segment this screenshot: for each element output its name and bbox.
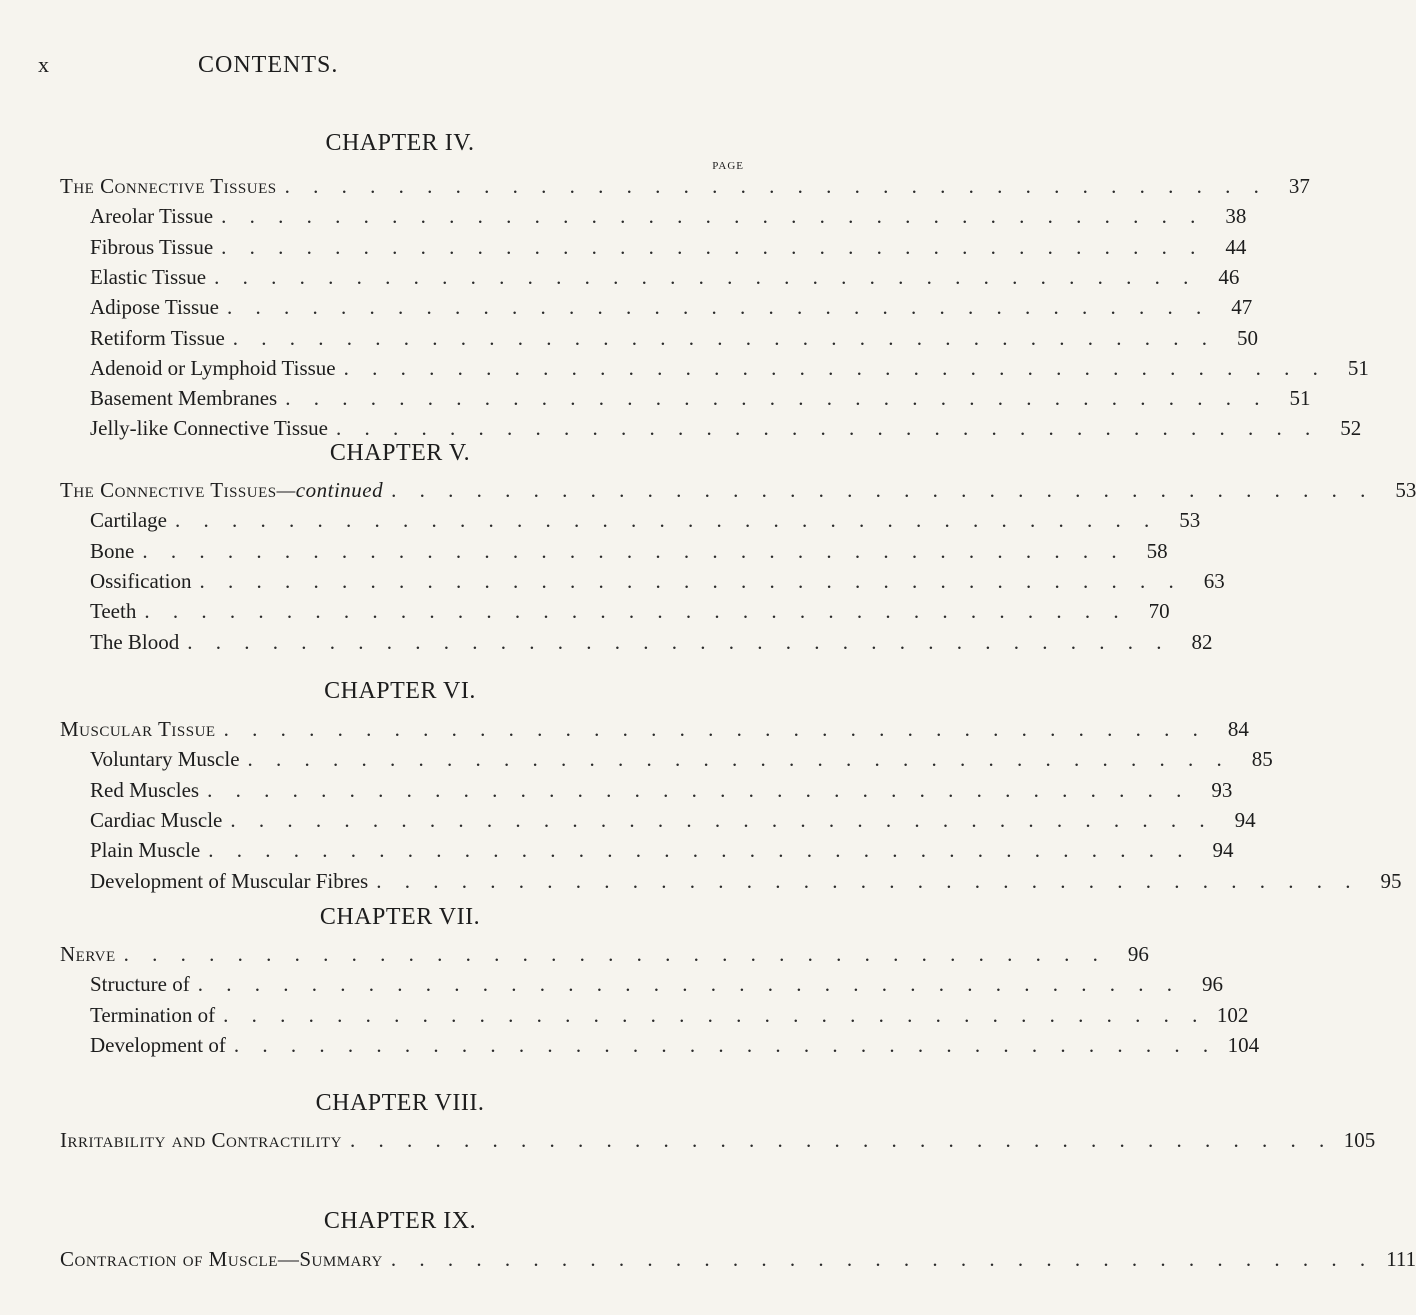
chapter-heading: CHAPTER VI. xyxy=(324,678,476,704)
page-number: 111 xyxy=(1386,1247,1416,1271)
toc-sub-entry xyxy=(90,568,1225,599)
dot-leader: . . . . . . . . . . . . . . . . . . . . . . . . . . . . . . . . . . . xyxy=(232,325,1217,350)
entry-title-text: Irritability and Contractility xyxy=(60,1128,342,1152)
entry-title xyxy=(90,1033,226,1058)
dot-leader: . . . . . . . . . . . . . . . . . . . . . . . . . . . . . . . . . . . xyxy=(223,1002,1207,1027)
entry-title-text: Development of Muscular Fibres xyxy=(90,868,369,893)
toc-sub-entry xyxy=(90,204,1247,234)
chapter-heading: CHAPTER IX. xyxy=(323,1208,477,1234)
toc-sub-entry xyxy=(90,972,1223,1002)
toc-sub-entry xyxy=(90,264,1240,295)
dot-leader: . . . . . . . . . . . . . . . . . . . . . . . . . . . . . . . . . . . xyxy=(390,1247,1375,1271)
page-number: 104 xyxy=(1227,1032,1260,1057)
entry-title-text: Adipose Tissue xyxy=(90,295,219,320)
page-column-label: PAGE xyxy=(712,160,744,172)
page-number: 46 xyxy=(1218,264,1240,289)
toc-sub-entry xyxy=(90,386,1311,416)
page-number: 63 xyxy=(1203,568,1225,593)
entry-title-text: Muscular Tissue xyxy=(60,717,216,741)
toc-main-entry xyxy=(60,1247,1416,1277)
page-number: 95 xyxy=(1380,868,1402,893)
dot-leader: . . . . . . . . . . . . . . . . . . . . . . . . . . . . . . . . . . . xyxy=(174,508,1159,533)
entry-title-text: Structure of xyxy=(90,972,190,997)
page-number: 70 xyxy=(1148,599,1170,624)
entry-title xyxy=(60,942,116,967)
dot-leader: . . . . . . . . . . . . . . . . . . . . . . . . . . . . . . . . . . . xyxy=(214,264,1198,289)
entry-title xyxy=(90,808,222,833)
dot-leader: . . . . . . . . . . . . . . . . . . . . . . . . . . . . . . . . . . . xyxy=(207,777,1191,802)
page-number: 51 xyxy=(1347,355,1369,380)
dot-leader: . . . . . . . . . . . . . . . . . . . . . . . . . . . . . . . . . . . xyxy=(221,234,1205,259)
page-number: 52 xyxy=(1340,416,1362,441)
toc-sub-entry xyxy=(90,629,1213,660)
entry-title-text: Retiform Tissue xyxy=(90,325,225,350)
entry-title-text: Red Muscles xyxy=(90,777,200,802)
toc-sub-entry xyxy=(90,325,1259,356)
page-number: 85 xyxy=(1251,747,1273,772)
toc-sub-entry xyxy=(90,747,1273,777)
entry-title-text: Nerve xyxy=(60,942,116,966)
dot-leader: . . . . . . . . . . . . . . . . . . . . . . . . . . . . . . . . . . . xyxy=(187,629,1171,654)
dot-leader: . . . . . . . . . . . . . . . . . . . . . . . . . . . . . . . . . . . xyxy=(230,807,1214,832)
entry-title-text: Development of xyxy=(90,1032,226,1057)
entry-title-text: Adenoid or Lymphoid Tissue xyxy=(90,355,336,380)
page-number: 47 xyxy=(1231,295,1253,320)
entry-title-text: Ossification xyxy=(90,568,192,593)
dot-leader: . . . . . . . . . . . . . . . . . . . . . . . . . . . . . . . . . . . xyxy=(391,478,1375,502)
toc-main-entry xyxy=(60,174,1310,204)
entry-title xyxy=(90,508,167,533)
entry-title-text: Plain Muscle xyxy=(90,838,201,863)
entry-title xyxy=(90,569,191,594)
chapter-heading: CHAPTER VIII. xyxy=(315,1090,485,1116)
page-number: 94 xyxy=(1234,807,1256,832)
toc-main-entry xyxy=(60,717,1249,747)
dot-leader: . . . . . . . . . . . . . . . . . . . . . . . . . . . . . . . . . . . xyxy=(142,538,1126,563)
page-number-roman: x xyxy=(38,52,49,77)
entry-title xyxy=(90,326,225,351)
entry-title xyxy=(60,478,383,503)
toc-sub-entry xyxy=(90,1002,1249,1033)
entry-title xyxy=(90,630,179,655)
entry-title xyxy=(90,869,368,894)
chapter-heading: CHAPTER IV. xyxy=(325,130,475,156)
dot-leader: . . . . . . . . . . . . . . . . . . . . . . . . . . . . . . . . . . . xyxy=(343,355,1327,380)
dot-leader: . . . . . . . . . . . . . . . . . . . . . . . . . . . . . . . . . . . xyxy=(285,386,1269,411)
entry-title-text: Elastic Tissue xyxy=(90,264,207,289)
entry-title xyxy=(60,1128,342,1153)
entry-title xyxy=(90,295,219,320)
entry-title-text: Areolar Tissue xyxy=(90,204,214,229)
page-number: 51 xyxy=(1289,386,1311,411)
toc-sub-entry xyxy=(90,538,1168,569)
toc-sub-entry xyxy=(90,355,1369,386)
toc-sub-entry xyxy=(90,807,1256,838)
entry-title xyxy=(90,386,277,411)
page-number: 84 xyxy=(1227,717,1249,741)
entry-title xyxy=(60,1247,383,1272)
dot-leader: . . . . . . . . . . . . . . . . . . . . . . . . . . . . . . . . . . . xyxy=(223,717,1207,741)
entry-title xyxy=(90,838,200,863)
dot-leader: . . . . . . . . . . . . . . . . . . . . . . . . . . . . . . . . . . . xyxy=(226,295,1211,320)
page-number: 53 xyxy=(1179,508,1201,533)
toc-sub-entry xyxy=(90,599,1170,629)
toc-sub-entry xyxy=(90,838,1234,868)
entry-title xyxy=(90,416,328,441)
entry-title xyxy=(90,204,213,229)
dot-leader: . . . . . . . . . . . . . . . . . . . . . . . . . . . . . . . . . . . xyxy=(247,747,1231,772)
dot-leader: . . . . . . . . . . . . . . . . . . . . . . . . . . . . . . . . . . . xyxy=(349,1128,1334,1152)
page-number: 105 xyxy=(1343,1128,1376,1152)
entry-title-italic: —continued xyxy=(276,478,384,502)
running-title: CONTENTS. xyxy=(198,52,339,78)
entry-title xyxy=(60,717,216,742)
dot-leader: . . . . . . . . . . . . . . . . . . . . . . . . . . . . . . . . . . . xyxy=(376,868,1360,893)
toc-sub-entry xyxy=(90,508,1201,538)
dot-leader: . . . . . . . . . . . . . . . . . . . . . . . . . . . . . . . . . . . xyxy=(208,838,1192,863)
entry-title xyxy=(90,1003,215,1028)
entry-title-text: Jelly-like Connective Tissue xyxy=(90,416,328,441)
entry-title xyxy=(90,747,240,772)
dot-leader: . . . . . . . . . . . . . . . . . . . . . . . . . . . . . . . . . . . xyxy=(221,204,1205,229)
page-number: 93 xyxy=(1211,777,1233,802)
toc-sub-entry xyxy=(90,1032,1260,1063)
entry-title-text: The Connective Tissues xyxy=(60,174,277,198)
entry-title xyxy=(60,174,277,199)
entry-title xyxy=(90,599,136,624)
dot-leader: . . . . . . . . . . . . . . . . . . . . . . . . . . . . . . . . . . . xyxy=(336,416,1320,441)
entry-title xyxy=(90,539,134,564)
dot-leader: . . . . . . . . . . . . . . . . . . . . . . . . . . . . . . . . . . . xyxy=(197,972,1181,997)
dot-leader: . . . . . . . . . . . . . . . . . . . . . . . . . . . . . . . . . . . xyxy=(123,942,1107,966)
entry-title-text: Cardiac Muscle xyxy=(90,807,223,832)
page-number: 37 xyxy=(1288,174,1310,198)
toc-sub-entry xyxy=(90,777,1233,808)
entry-title-text: Contraction of Muscle—Summary xyxy=(60,1247,383,1271)
toc-sub-entry xyxy=(90,234,1247,265)
running-head xyxy=(0,52,800,82)
entry-title-text: Basement Membranes xyxy=(90,386,278,411)
entry-title-text: The Blood xyxy=(90,629,180,654)
dot-leader: . . . . . . . . . . . . . . . . . . . . . . . . . . . . . . . . . . . xyxy=(199,568,1183,593)
entry-title xyxy=(90,778,199,803)
entry-title-text: Voluntary Muscle xyxy=(90,747,240,772)
toc-sub-entry xyxy=(90,868,1402,899)
toc-main-entry xyxy=(60,1128,1376,1158)
page-number: 82 xyxy=(1191,629,1213,654)
dot-leader: . . . . . . . . . . . . . . . . . . . . . . . . . . . . . . . . . . . xyxy=(144,599,1128,624)
page-number: 38 xyxy=(1225,204,1247,229)
entry-title-text: Bone xyxy=(90,538,135,563)
chapter-heading: CHAPTER V. xyxy=(329,440,471,466)
page-number: 44 xyxy=(1225,234,1247,259)
page-number: 50 xyxy=(1237,325,1259,350)
toc-sub-entry xyxy=(90,295,1253,325)
toc-main-entry xyxy=(60,478,1416,508)
entry-title-text: Fibrous Tissue xyxy=(90,234,214,259)
entry-title xyxy=(90,235,213,260)
entry-title-text: The Connective Tissues xyxy=(60,478,277,502)
dot-leader: . . . . . . . . . . . . . . . . . . . . . . . . . . . . . . . . . . . xyxy=(233,1032,1218,1057)
entry-title xyxy=(90,972,190,997)
page-number: 94 xyxy=(1212,838,1234,863)
page-number: 53 xyxy=(1395,478,1416,502)
page-number: 96 xyxy=(1201,972,1223,997)
entry-title xyxy=(90,265,206,290)
entry-title-text: Termination of xyxy=(90,1002,216,1027)
entry-title xyxy=(90,356,336,381)
entry-title-text: Cartilage xyxy=(90,508,167,533)
dot-leader: . . . . . . . . . . . . . . . . . . . . . . . . . . . . . . . . . . . xyxy=(284,174,1268,198)
chapter-heading: CHAPTER VII. xyxy=(319,904,481,930)
entry-title-text: Teeth xyxy=(90,599,137,624)
page-number: 96 xyxy=(1127,942,1149,966)
toc-main-entry xyxy=(60,942,1149,972)
page-number: 102 xyxy=(1216,1002,1249,1027)
page-number: 58 xyxy=(1146,538,1168,563)
